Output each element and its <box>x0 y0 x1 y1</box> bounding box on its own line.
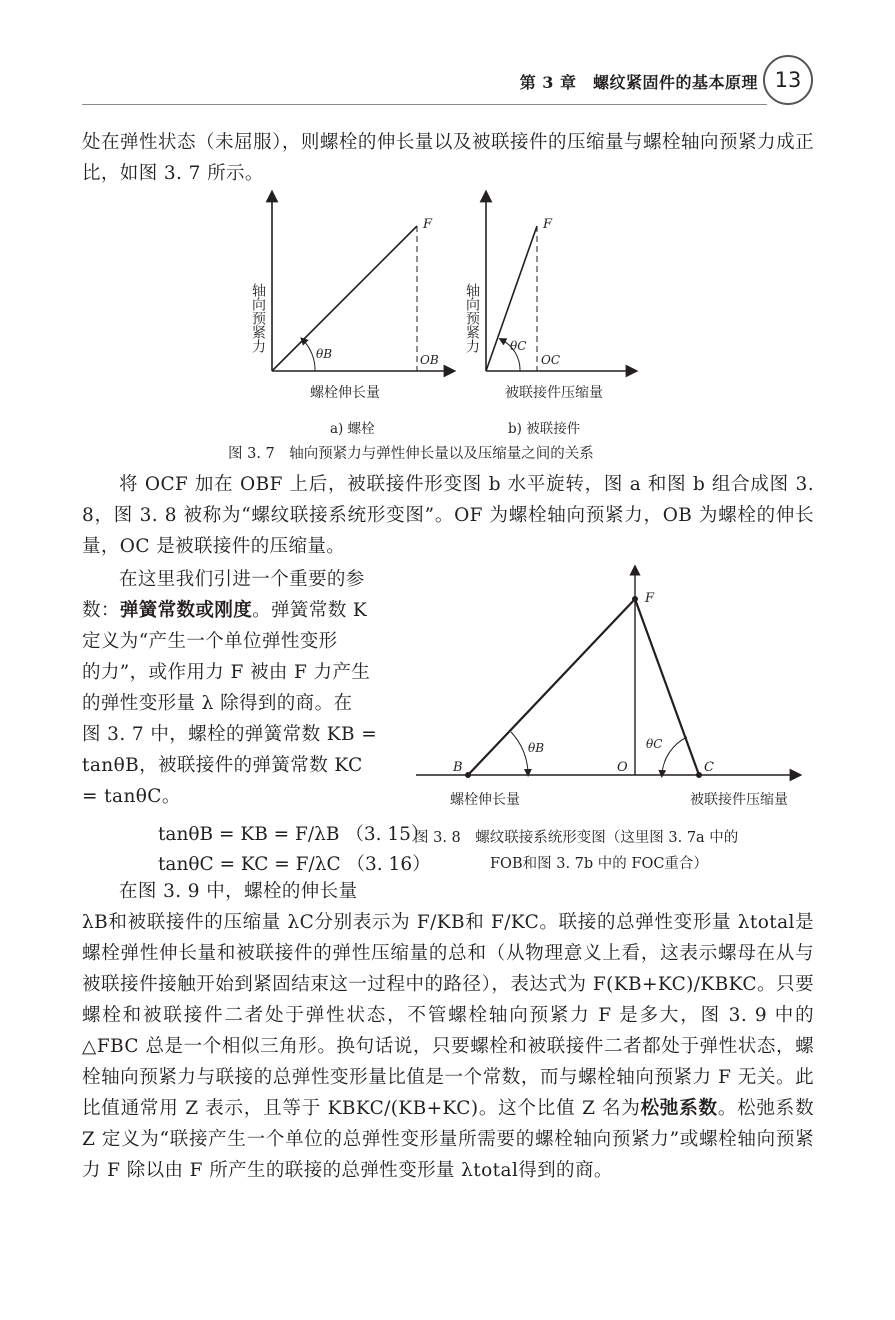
p3-line-2a: 数： <box>82 600 120 621</box>
figure-3-8-caption-line-1: 图 3. 8 螺纹联接系统形变图（这里图 3. 7a 中的 <box>414 830 739 846</box>
header-rule <box>82 104 767 105</box>
paragraph-4-first-line: 在图 3. 9 中，螺栓的伸长量 <box>119 881 358 902</box>
equation-3-15 <box>158 820 429 846</box>
figure-3-7 <box>240 188 640 443</box>
fig37b-x-label: 被联接件压缩量 <box>505 385 603 401</box>
fig38-point-c: C <box>704 760 714 775</box>
eq315-formula: tanθB = KB = F/λB <box>158 824 340 845</box>
fig37b-foot: OC <box>541 353 561 367</box>
fig37b-point-f: F <box>543 217 553 232</box>
paragraph-3 <box>82 564 402 812</box>
p3-line-6: 图 3. 7 中，螺栓的弹簧常数 KB = <box>82 724 378 745</box>
fig38-point-b: B <box>453 760 463 775</box>
p3-line-4: 的力”，或作用力 F 被由 F 力产生 <box>82 662 371 683</box>
p3-line-5: 的弹性变形量 λ 除得到的商。在 <box>82 693 353 714</box>
fig37a-x-label: 螺栓伸长量 <box>310 385 380 401</box>
eq316-number: （3. 16） <box>346 854 431 875</box>
term-relaxation-coefficient: 松弛系数 <box>640 1098 718 1119</box>
p3-line-7: tanθB，被联接件的弹簧常数 KC <box>82 755 363 776</box>
fig38-x-label-left: 螺栓伸长量 <box>450 792 520 808</box>
figure-3-8 <box>408 562 808 812</box>
figure-3-8-caption-line-2: FOB和图 3. 7b 中的 FOC重合） <box>490 856 708 872</box>
eq316-formula: tanθC = KC = F/λC <box>158 854 341 875</box>
paragraph-4 <box>82 907 814 1186</box>
fig37b-subcaption: b) 被联接件 <box>508 421 581 437</box>
fig37a-angle: θB <box>316 347 333 361</box>
fig37a-y-label: 轴向预紧力 <box>250 283 266 353</box>
p3-line-2 <box>82 595 402 626</box>
fig38-angle-b: θB <box>528 741 545 755</box>
p3-line-3: 定义为“产生一个单位弹性变形 <box>82 631 338 652</box>
chapter-title: 第 3 章 螺纹紧固件的基本原理 <box>519 73 758 92</box>
equation-3-16 <box>158 850 431 876</box>
p3-line-8: = tanθC。 <box>82 786 181 807</box>
fig37a-foot: OB <box>420 353 439 367</box>
page-number: 13 <box>763 55 813 105</box>
fig37a-point-f: F <box>423 217 433 232</box>
fig38-point-o: O <box>617 760 628 775</box>
p3-line-1: 在这里我们引进一个重要的参 <box>119 569 365 590</box>
eq315-number: （3. 15） <box>345 824 430 845</box>
fig37b-y-label: 轴向预紧力 <box>464 283 480 353</box>
paragraph-4-tail: 。松弛系数 Z 定义为“联接产生一个单位的总弹性变形量所需要的螺栓轴向预紧力”或螺栓轴向预紧力 F 除以由 F 所产生的联接的总弹性变形量 λtotal得到的商。 <box>82 1098 814 1181</box>
fig38-x-label-right: 被联接件压缩量 <box>690 792 788 808</box>
paragraph-1: 处在弹性状态（未屈服），则螺栓的伸长量以及被联接件的压缩量与螺栓轴向预紧力成正比，如图 3. 7 所示。 <box>82 132 814 184</box>
figure-3-7-caption: 图 3. 7 轴向预紧力与弹性伸长量以及压缩量之间的关系 <box>228 446 594 462</box>
fig38-point-f: F <box>645 591 655 606</box>
paragraph-4-body: λB和被联接件的压缩量 λC分别表示为 F/KB和 F/KC。联接的总弹性变形量 λtotal是螺栓弹性伸长量和被联接件的弹性压缩量的总和（从物理意义上看，这表示螺母在从与被联接件接触开始到紧固结束这一过程中的路径），表达式为 F(KB+KC)/KBKC。只要螺栓和被联接件二者处于弹性状态，不管螺栓轴向预紧力 F 是多大，图 3. 9 中的△FBC 总是一个相似三角形。换句话说，只要螺栓和被联接件二者都处于弹性状态，螺栓轴向预紧力与联接的总弹性变形量比值是一个常数，而与螺栓轴向预紧力 F 无关。此比值通常用 Z 表示，且等于 KBKC/(KB+KC)。这个比值 Z 名为 <box>82 912 814 1119</box>
fig37a-subcaption: a) 螺栓 <box>330 421 375 437</box>
paragraph-2: 将 OCF 加在 OBF 上后，被联接件形变图 b 水平旋转，图 a 和图 b 组合成图 3. 8，图 3. 8 被称为“螺纹联接系统形变图”。OF 为螺栓轴向预紧力，OB 为螺栓的伸长量，OC 是被联接件的压缩量。 <box>82 474 814 557</box>
fig37b-angle: θC <box>510 339 527 353</box>
p3-term-stiffness: 弹簧常数或刚度 <box>119 600 253 621</box>
p3-line-2c: 。弹簧常数 K <box>252 600 368 621</box>
fig38-angle-c: θC <box>646 737 663 751</box>
